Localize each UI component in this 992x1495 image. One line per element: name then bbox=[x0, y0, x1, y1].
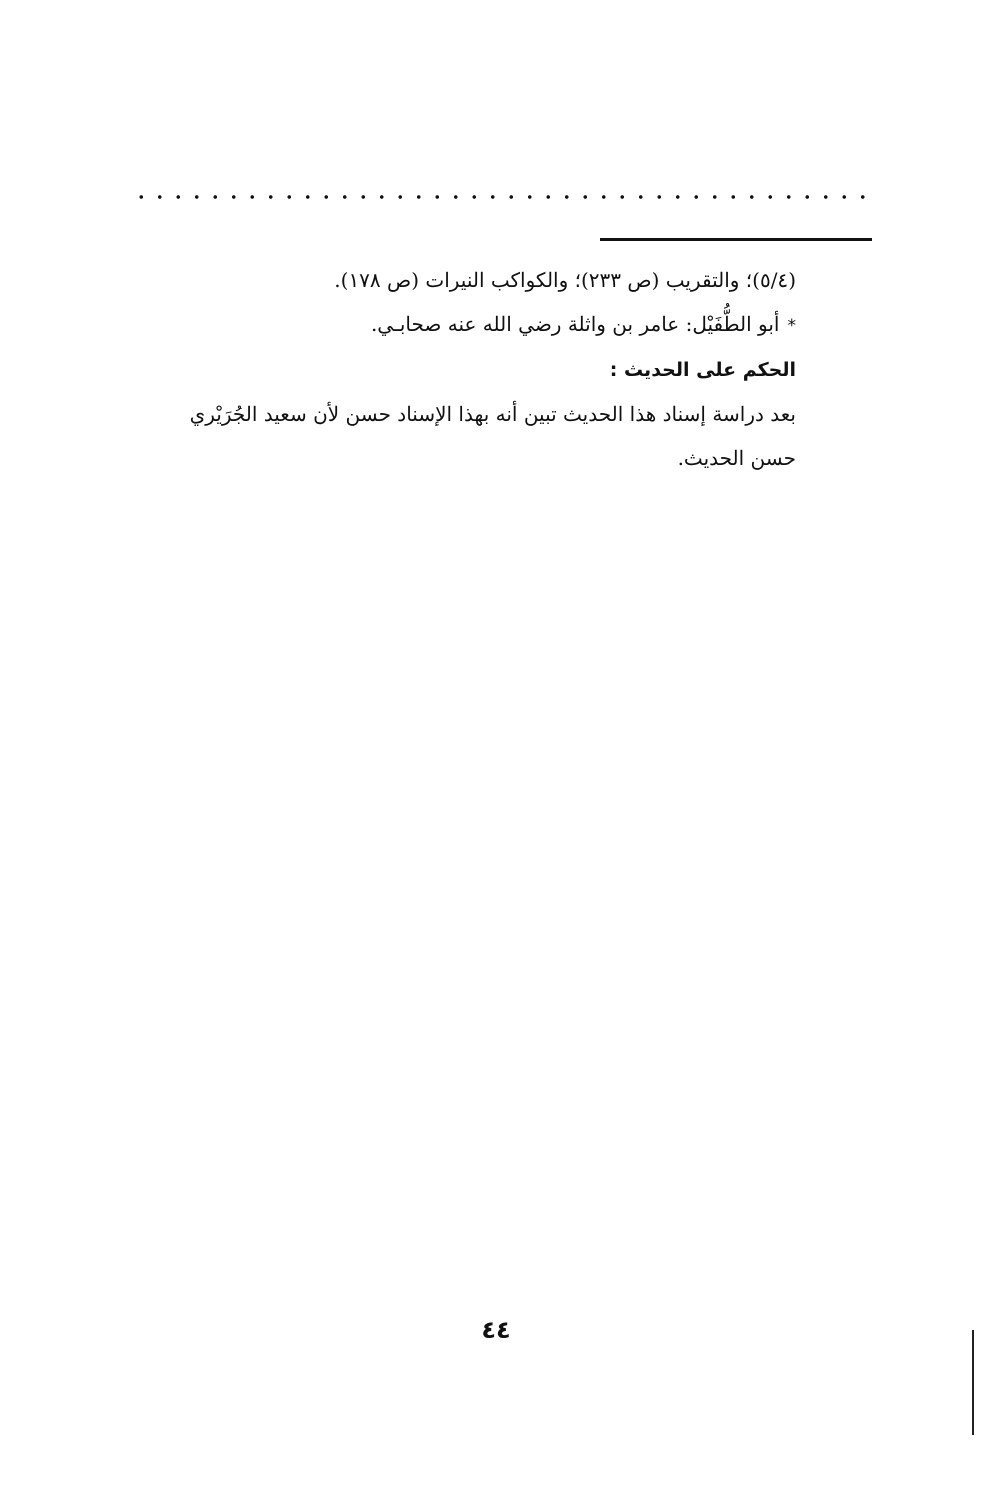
narrator-text: أبو الطُّفَيْل: عامر بن واثلة رضي الله عنه صحابـي. bbox=[370, 312, 780, 336]
page-edge-line bbox=[972, 1330, 974, 1435]
ruling-text-line-1: بعد دراسة إسناد هذا الحديث تبين أنه بهذا الإسناد حسن لأن سعيد الجُرَيْري bbox=[189, 402, 796, 426]
page-number: ٤٤ bbox=[481, 1316, 511, 1344]
ruling-heading: الحكم على الحديث : bbox=[609, 359, 796, 381]
ruling-text-line-2: حسن الحديث. bbox=[677, 446, 796, 470]
narrator-line bbox=[116, 302, 796, 348]
asterisk-mark: * bbox=[787, 316, 796, 336]
footnote-separator bbox=[600, 238, 872, 241]
page-body bbox=[116, 258, 796, 480]
footnote-line: (٥/٤)؛ والتقريب (ص ٢٣٣)؛ والكواكب النيرات (ص ١٧٨). bbox=[334, 268, 796, 292]
dotted-separator bbox=[132, 190, 872, 204]
